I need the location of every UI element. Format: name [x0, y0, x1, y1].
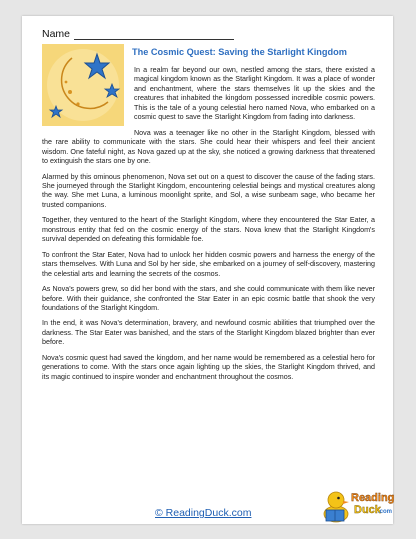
reading-duck-logo	[322, 484, 394, 524]
paragraph: In a realm far beyond our own, nestled among the stars, there existed a magical kingdom known as the Starlight Kingdom. It was a place of wonder and enchantment, where the stars themselves lit up the skies and the creatures that inhabited the kingdom possessed incredible cosmic powers. This is the tale of a young celestial hero named Nova, who embarked on a cosmic quest to save the Starlight Kingdom from fading into darkness.	[134, 66, 375, 122]
paragraph: As Nova's powers grew, so did her bond with the stars, and she could communicate with them like never before. With their guidance, she confronted the Star Eater in an epic cosmic battle that shook the very foundations of the Starlight Kingdom.	[42, 285, 375, 312]
paragraph: Nova's cosmic quest had saved the kingdom, and her name would be remembered as a celestial hero for generations to come. With the stars once again lighting up the skies, the Starlight Kingdom thrived, and its magic continued to inspire wonder and enchantment throughout the cosmos.	[42, 353, 375, 381]
logo-text: .com	[378, 509, 393, 515]
paragraph: In the end, it was Nova's determination, bravery, and newfound cosmic abilities that triumphed over the darkness. The Star Eater was banished, and the stars of the Starlight Kingdom blazed brighter than ever before.	[42, 319, 375, 347]
story-title: The Cosmic Quest: Saving the Starlight Kingdom	[132, 47, 347, 57]
paragraph: To confront the Star Eater, Nova had to unlock her hidden cosmic powers and harness the energy of the stars themselves. With Luna and Sol by her side, she embarked on a journey of self-discovery, mastering the celestial arts and learning the secrets of the cosmos.	[42, 250, 375, 278]
name-field-line	[42, 28, 234, 40]
paragraph: Alarmed by this ominous phenomenon, Nova set out on a quest to discover the cause of the fading stars. She journeyed through the Starlight Kingdom, encountering celestial beings and mystical creatures along the way. She met Luna, a luminous moonlight sprite, and Sol, a wise sunbeam sage, who became her trusted companions.	[42, 172, 375, 209]
story-body	[42, 66, 375, 388]
paragraph: Together, they ventured to the heart of the Starlight Kingdom, where they encountered the Star Eater, a monstrous entity that fed on the cosmic energy of the stars. Nova knew that the Starlight Kingdom's survival depended on defeating this formidable foe.	[42, 216, 375, 244]
paragraph: Nova was a teenager like no other in the Starlight Kingdom, blessed with the rare ability to communicate with the stars. She could hear their whispers and feel their ancient wisdom. One fateful night, as Nova gazed up at the sky, she noticed a growing darkness that threatened to extinguish the stars one by one.	[42, 128, 375, 166]
name-blank[interactable]	[74, 29, 234, 40]
worksheet-page	[22, 16, 393, 524]
logo-text: Duck	[354, 504, 381, 516]
logo-text: Reading	[351, 492, 394, 504]
readingduck-link[interactable]: © ReadingDuck.com	[155, 507, 252, 519]
name-label: Name	[42, 28, 71, 40]
